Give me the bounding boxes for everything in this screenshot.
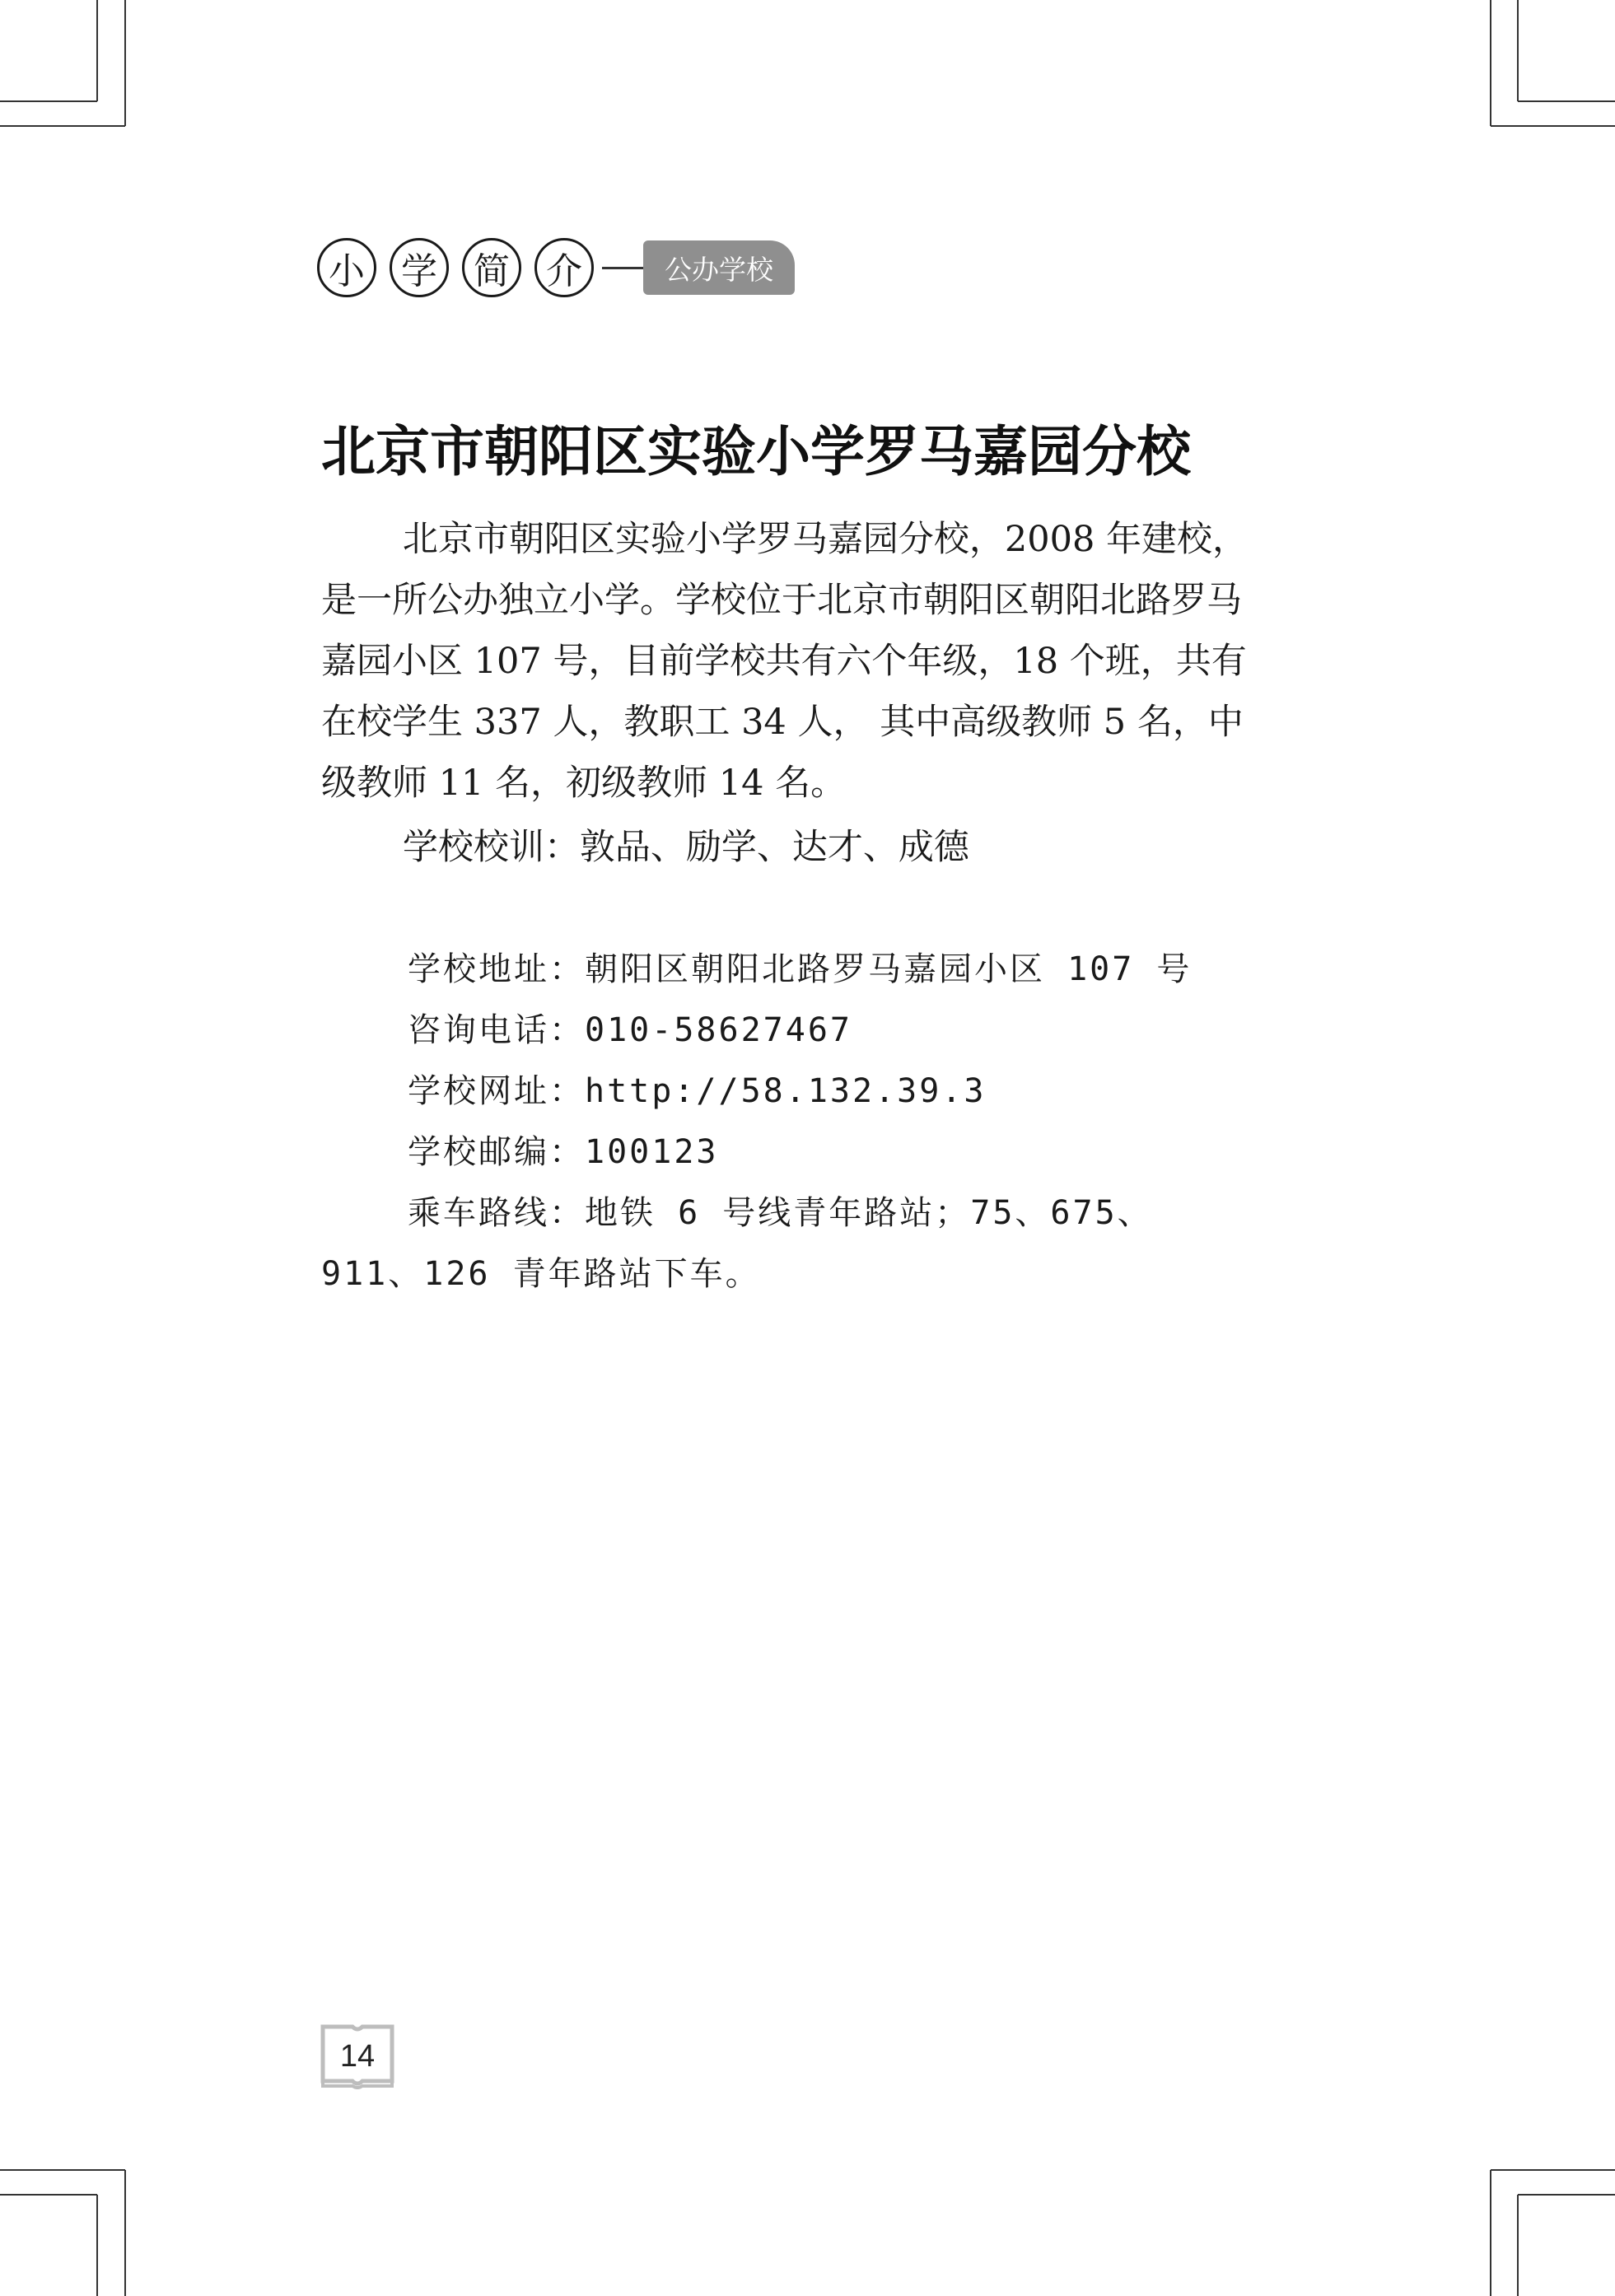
phone-line: 咨询电话：010-58627467 — [408, 1011, 852, 1049]
section-tag: 公办学校 — [643, 240, 795, 295]
header-char-3: 简 — [462, 238, 521, 297]
page-number: 14 — [339, 2038, 376, 2074]
school-title: 北京市朝阳区实验小学罗马嘉园分校 — [321, 420, 1191, 483]
intro-paragraph: 北京市朝阳区实验小学罗马嘉园分校，2008 年建校，是一所公办独立小学。学校位于北京市朝阳区朝阳北路罗马嘉园小区 107 号，目前学校共有六个年级，18 个班，共有在校学生 337 人，教职工 34 人， 其中高级教师 5 名，中级教师 11 名，初级教师 14 名。 — [321, 519, 1248, 804]
page-number-badge — [320, 2023, 395, 2089]
address-line: 学校地址：朝阳区朝阳北路罗马嘉园小区 107 号 — [408, 950, 1193, 988]
contact-info — [408, 939, 1256, 1244]
website-line: 学校网址：http://58.132.39.3 — [408, 1072, 987, 1110]
header-char-2: 学 — [390, 238, 449, 297]
header-connector-line — [602, 267, 643, 269]
school-motto: 学校校训：敦品、励学、达才、成德 — [402, 827, 969, 868]
postcode-line: 学校邮编：100123 — [408, 1133, 719, 1171]
route-line-continued: 911、126 青年路站下车。 — [321, 1255, 761, 1293]
header-char-4: 介 — [534, 238, 594, 297]
route-continuation — [321, 1244, 1169, 1304]
route-line: 乘车路线：地铁 6 号线青年路站；75、675、 — [408, 1194, 1153, 1232]
section-header — [317, 235, 795, 301]
header-char-1: 小 — [317, 238, 376, 297]
